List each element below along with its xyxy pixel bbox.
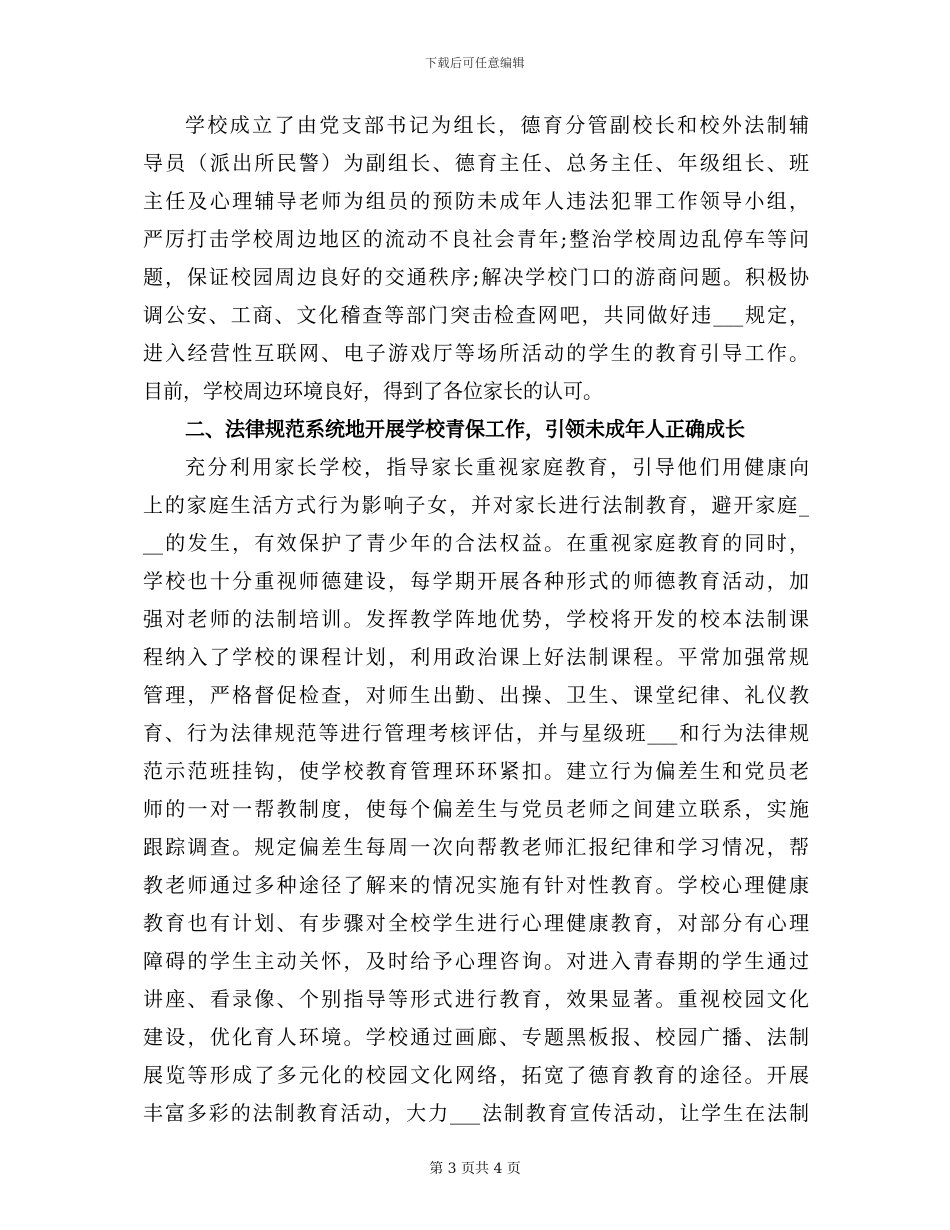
paragraph-2: [143, 448, 809, 1132]
text-line: 师的一对一帮教制度，使每个偏差生与党员老师之间建立联系，实施: [143, 797, 809, 821]
text-line: 教育也有计划、有步骤对全校学生进行心理健康教育，对部分有心理: [143, 911, 809, 935]
text-line: 管理，严格督促检查，对师生出勤、出操、卫生、课堂纪律、礼仪教: [143, 683, 809, 707]
document-body: [143, 106, 809, 1132]
text-line: 育、行为法律规范等进行管理考核评估，并与星级班___和行为法律规: [143, 721, 809, 745]
text-line: 进入经营性互联网、电子游戏厅等场所活动的学生的教育引导工作。: [143, 341, 809, 365]
text-line: 严厉打击学校周边地区的流动不良社会青年;整治学校周边乱停车等问: [143, 227, 809, 251]
text-line: 建设，优化育人环境。学校通过画廊、专题黑板报、校园广播、法制: [143, 1025, 809, 1049]
text-line: 障碍的学生主动关怀，及时给予心理咨询。对进入青春期的学生通过: [143, 949, 809, 973]
text-line: 学校也十分重视师德建设，每学期开展各种形式的师德教育活动，加: [143, 569, 809, 593]
text-line: 讲座、看录像、个别指导等形式进行教育，效果显著。重视校园文化: [143, 987, 809, 1011]
text-line: __的发生，有效保护了青少年的合法权益。在重视家庭教育的同时，: [143, 531, 809, 555]
text-line: 范示范班挂钩，使学校教育管理环环紧扣。建立行为偏差生和党员老: [143, 759, 809, 783]
text-line: 教老师通过多种途径了解来的情况实施有针对性教育。学校心理健康: [143, 873, 809, 897]
text-line: 学校成立了由党支部书记为组长，德育分管副校长和校外法制辅: [185, 113, 809, 137]
text-line: 程纳入了学校的课程计划，利用政治课上好法制课程。平常加强常规: [143, 645, 809, 669]
text-line: 题，保证校园周边良好的交通秩序;解决学校门口的游商问题。积极协: [143, 265, 809, 289]
section-heading: 二、法律规范系统地开展学校青保工作，引领未成年人正确成长: [185, 417, 745, 441]
page-header: 下载后可任意编辑: [424, 56, 525, 70]
text-line: 调公安、工商、文化稽查等部门突击检查网吧，共同做好违___规定，: [143, 303, 809, 327]
text-line: 丰富多彩的法制教育活动，大力___法制教育宣传活动，让学生在法制: [143, 1101, 809, 1125]
page-footer: 第 3 页共 4 页: [429, 1161, 521, 1177]
text-line: 上的家庭生活方式行为影响子女，并对家长进行法制教育，避开家庭_: [143, 493, 809, 517]
text-line: 充分利用家长学校，指导家长重视家庭教育，引导他们用健康向: [185, 455, 809, 479]
text-line: 主任及心理辅导老师为组员的预防未成年人违法犯罪工作领导小组，: [143, 189, 809, 213]
text-line: 目前，学校周边环境良好，得到了各位家长的认可。: [143, 379, 603, 403]
text-line: 跟踪调查。规定偏差生每周一次向帮教老师汇报纪律和学习情况，帮: [143, 835, 809, 859]
text-line: 展览等形成了多元化的校园文化网络，拓宽了德育教育的途径。开展: [143, 1063, 809, 1087]
text-line: 导员（派出所民警）为副组长、德育主任、总务主任、年级组长、班: [143, 151, 809, 175]
text-line: 强对老师的法制培训。发挥教学阵地优势，学校将开发的校本法制课: [143, 607, 809, 631]
paragraph-1: [143, 106, 809, 410]
